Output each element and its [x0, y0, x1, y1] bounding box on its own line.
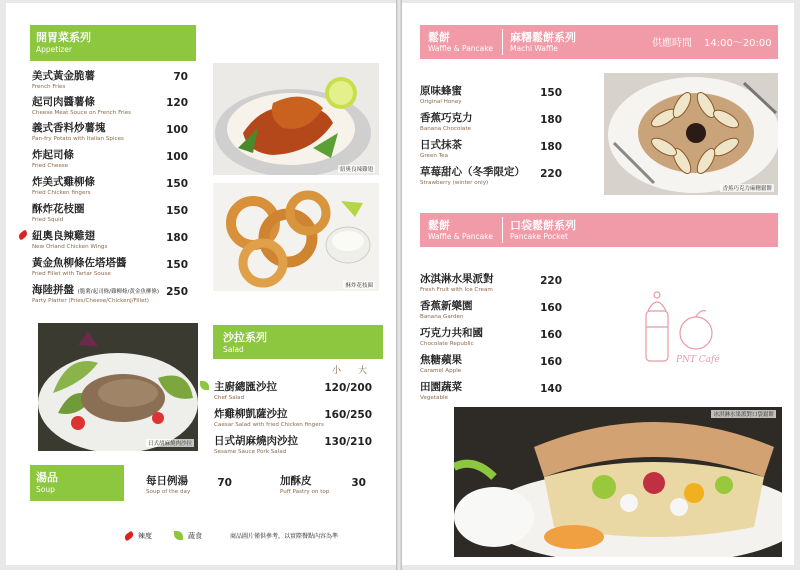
pocket-item — [420, 271, 494, 293]
item-price: 180 — [540, 114, 562, 126]
appetizer-title: 開胃菜系列 — [36, 31, 91, 44]
item-price: 70 — [217, 477, 232, 489]
left-page — [6, 3, 396, 565]
pocket-item — [420, 379, 462, 401]
item-en-name: Party Platter (Fries/Cheese/Chickenj/Fillet) — [32, 298, 149, 304]
item-price: 100 — [166, 124, 188, 136]
footnote: 商品圖片僅供參考，以實際餐點內容為準 — [230, 533, 339, 540]
photo-caption: 紐奧良辣雞翅 — [339, 167, 373, 173]
item-en-name: New Orland Chicken Wings — [32, 244, 108, 250]
item-name: 美式黃金脆薯 — [32, 70, 95, 82]
header-divider — [502, 29, 503, 55]
salad-item — [214, 433, 298, 455]
item-price: 150 — [540, 87, 562, 99]
photo-caption: 日式胡麻燒肉沙拉 — [147, 441, 192, 447]
item-price: 140 — [540, 383, 562, 395]
salad-photo — [38, 323, 198, 451]
item-price: 70 — [173, 71, 188, 83]
item-price: 100 — [166, 151, 188, 163]
item-name: 巧克力共和國 — [420, 327, 483, 339]
item-name: 日式抹茶 — [420, 139, 462, 151]
item-en-name: Caramel Apple — [420, 368, 462, 374]
size-large-label: 大 — [358, 366, 368, 376]
item-price: 30 — [351, 477, 366, 489]
spicy-chili-icon — [17, 229, 29, 240]
item-name: 原味蜂蜜 — [420, 85, 462, 97]
item-price: 160/250 — [324, 409, 372, 421]
item-name: 海陸拼盤 (脆薯/起司條/雞柳條/黃金魚柳條) — [32, 284, 160, 296]
appetizer-item — [32, 255, 127, 277]
machi-item — [420, 137, 462, 159]
item-name: 草莓甜心（冬季限定） — [420, 166, 525, 178]
squid-rings-photo — [213, 183, 379, 291]
appetizer-subtitle: Appetizer — [36, 45, 72, 54]
salad-title: 沙拉系列 — [223, 331, 267, 344]
appetizer-item — [32, 201, 85, 223]
salad-header — [213, 325, 383, 359]
pancake-pocket-header — [420, 213, 778, 247]
item-en-name: Fried Fillet with Tartar Souse — [32, 271, 111, 277]
soup-title: 湯品 — [36, 471, 58, 484]
item-price: 220 — [540, 168, 562, 180]
item-en-name: Banana Chocolate — [420, 126, 471, 132]
pancake-pocket-photo — [454, 407, 782, 557]
right-page — [402, 3, 794, 565]
item-price: 150 — [166, 259, 188, 271]
appetizer-item — [32, 228, 107, 250]
item-name: 酥炸花枝圈 — [32, 203, 85, 215]
soup-item — [146, 473, 190, 495]
appetizer-item — [32, 174, 95, 196]
hours-value: 14:00～20:00 — [704, 38, 772, 49]
item-name: 香蕉巧克力 — [420, 112, 473, 124]
item-en-name: Chocolate Republic — [420, 341, 474, 347]
waffle-subtitle: Waffle & Pancake — [428, 44, 493, 53]
item-en-name: Soup of the day — [146, 489, 191, 495]
appetizer-item — [32, 147, 74, 169]
pocket-item — [420, 325, 483, 347]
leaf-legend-icon — [174, 531, 183, 540]
item-en-name: Sesame Sauce Pork Salad — [214, 449, 287, 455]
item-price: 160 — [540, 356, 562, 368]
spicy-legend-label: 辣度 — [138, 532, 152, 540]
item-price: 120/200 — [324, 382, 372, 394]
pocket-item — [420, 352, 462, 374]
machi-item — [420, 110, 473, 132]
hours-label: 供應時間 — [652, 38, 692, 49]
salad-subtitle: Salad — [223, 345, 244, 354]
soup-item — [280, 473, 329, 495]
photo-caption: 香蕉巧克力麻糬鬆餅 — [722, 186, 772, 192]
item-name: 紐奧良辣雞翅 — [32, 230, 95, 242]
size-small-label: 小 — [332, 366, 342, 376]
soup-subtitle: Soup — [36, 485, 55, 494]
machi-title: 麻糬鬆餅系列 — [510, 31, 576, 44]
item-price: 130/210 — [324, 436, 372, 448]
item-price: 120 — [166, 97, 188, 109]
item-name: 焦糖蘋果 — [420, 354, 462, 366]
machi-waffle-photo — [604, 73, 778, 195]
item-note: (脆薯/起司條/雞柳條/黃金魚柳條) — [77, 289, 160, 295]
item-en-name: Caesar Salad with fried Chicken fingers — [214, 422, 324, 428]
item-name: 炸美式雞柳條 — [32, 176, 95, 188]
item-en-name: Original Honey — [420, 99, 462, 105]
header-divider — [502, 217, 503, 243]
item-en-name: Fried Chicken fingers — [32, 190, 91, 196]
item-en-name: Green Tea — [420, 153, 449, 159]
appetizer-item — [32, 94, 131, 116]
item-en-name: Strawberry (winter only) — [420, 180, 489, 186]
item-name: 起司肉醬薯條 — [32, 96, 95, 108]
vegetarian-legend-label: 蔬食 — [188, 532, 202, 540]
photo-caption: 酥炸花枝圈 — [345, 283, 373, 289]
pocket-item — [420, 298, 473, 320]
vegetarian-leaf-icon — [200, 381, 209, 390]
salad-item — [214, 379, 277, 401]
item-price: 160 — [540, 302, 562, 314]
appetizer-item — [32, 120, 124, 142]
waffle-title: 鬆餅 — [428, 219, 450, 232]
item-price: 180 — [166, 232, 188, 244]
item-price: 250 — [166, 286, 188, 298]
machi-subtitle: Machi Waffle — [510, 44, 558, 53]
item-name: 黃金魚柳條佐塔塔醬 — [32, 257, 127, 269]
item-price: 150 — [166, 205, 188, 217]
waffle-title: 鬆餅 — [428, 31, 450, 44]
machi-item — [420, 164, 525, 186]
item-en-name: Banana Garden — [420, 314, 464, 320]
item-en-name: Cheese Meat Souce on French Fries — [32, 110, 132, 116]
item-name: 日式胡麻燒肉沙拉 — [214, 435, 298, 447]
item-name: 主廚總匯沙拉 — [214, 381, 277, 393]
appetizer-item — [32, 68, 95, 90]
brand-logo: PNT Café — [676, 355, 720, 365]
appetizer-item — [32, 282, 159, 304]
chili-legend-icon — [123, 531, 135, 542]
soup-header — [30, 465, 124, 501]
item-name: 香蕉新樂園 — [420, 300, 473, 312]
item-en-name: Vegetable — [420, 395, 448, 401]
item-price: 150 — [166, 178, 188, 190]
item-en-name: Chef Salad — [214, 395, 245, 401]
waffle-subtitle: Waffle & Pancake — [428, 232, 493, 241]
appetizer-header — [30, 25, 196, 61]
item-price: 160 — [540, 329, 562, 341]
photo-caption: 冰淇淋水果派對口袋鬆餅 — [713, 412, 774, 418]
item-price: 220 — [540, 275, 562, 287]
item-price: 180 — [540, 141, 562, 153]
chicken-wings-photo — [213, 63, 379, 175]
item-name: 炸起司條 — [32, 149, 74, 161]
machi-waffle-header — [420, 25, 778, 59]
item-en-name: Fried Cheese — [32, 163, 69, 169]
pocket-title: 口袋鬆餅系列 — [510, 219, 576, 232]
item-name: 田園蔬菜 — [420, 381, 462, 393]
item-en-name: Fresh Fruit with Ice Cream — [420, 287, 493, 293]
item-en-name: Pan-fry Potato with Italian Spices — [32, 136, 124, 142]
item-name: 加酥皮 — [280, 475, 312, 487]
item-en-name: French Fries — [32, 84, 66, 90]
pocket-subtitle: Pancake Pocket — [510, 232, 568, 241]
pepper-mill-sketch — [630, 287, 730, 371]
item-name: 炸雞柳凱薩沙拉 — [214, 408, 288, 420]
item-en-name: Fried Squid — [32, 217, 64, 223]
machi-item — [420, 83, 462, 105]
item-name: 每日例湯 — [146, 475, 188, 487]
item-en-name: Puff Pastry on top — [280, 489, 330, 495]
item-name: 義式香料炒薯塊 — [32, 122, 106, 134]
item-name: 冰淇淋水果派對 — [420, 273, 494, 285]
